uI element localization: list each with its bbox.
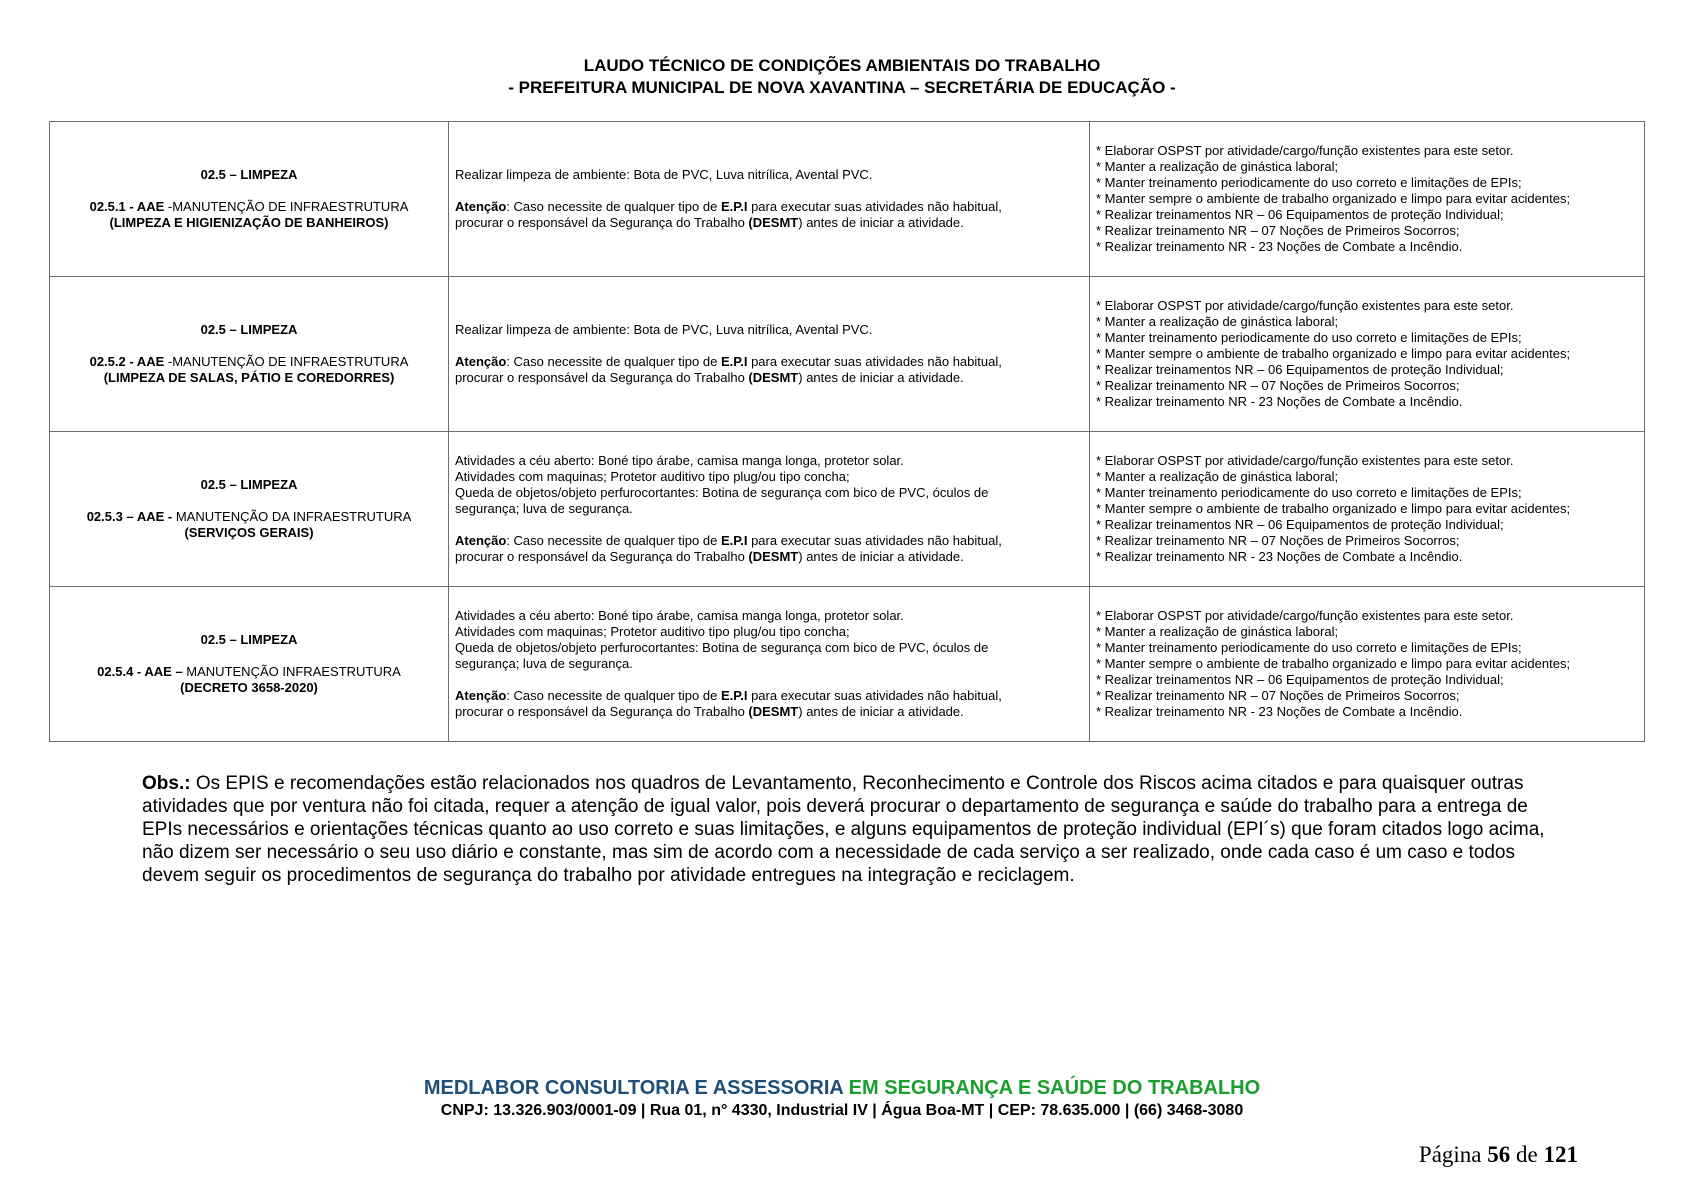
attention-text: procurar o responsável da Segurança do Trabalho — [455, 704, 749, 719]
row-identification — [50, 432, 449, 587]
row-recommendations — [1090, 432, 1645, 587]
activity-code: 02.5.3 – AAE - — [86, 509, 176, 524]
page-label: Página — [1418, 1142, 1488, 1167]
epi-line: Atividades com maquinas; Protetor auditivo tipo plug/ou tipo concha; — [455, 469, 850, 484]
attention-label: tenção — [464, 199, 507, 214]
attention-line-1 — [455, 533, 1083, 549]
table-row — [50, 587, 1645, 742]
epi-line: Atividades a céu aberto: Boné tipo árabe, camisa manga longa, protetor solar. — [455, 453, 904, 468]
recommendation-item: * Manter a realização de ginástica laboral; — [1096, 314, 1339, 329]
attention-desmt: (DESMT — [748, 215, 799, 230]
epi-table-body — [50, 122, 1645, 742]
attention-text: : Caso necessite de qualquer tipo de — [506, 199, 721, 214]
header-title: LAUDO TÉCNICO DE CONDIÇÕES AMBIENTAIS DO TRABALHO — [583, 56, 1101, 75]
attention-line-2 — [455, 549, 1083, 565]
footer-company-tagline: EM SEGURANÇA E SAÚDE DO TRABALHO — [848, 1077, 1261, 1099]
activity-sub: (DECRETO 3658-2020) — [180, 680, 318, 695]
attention-text: procurar o responsável da Segurança do Trabalho — [455, 215, 749, 230]
activity-code: 02.5.1 - AAE — [89, 199, 168, 214]
epi-line: Atividades com maquinas; Protetor auditivo tipo plug/ou tipo concha; — [455, 624, 850, 639]
activity-desc: MANUTENÇÃO INFRAESTRUTURA — [186, 664, 401, 679]
attention-text: para executar suas atividades não habitual, — [747, 199, 1002, 214]
section-title: 02.5 – LIMPEZA — [200, 322, 298, 337]
attention-epi: E.P.I — [720, 354, 748, 369]
section-title: 02.5 – LIMPEZA — [200, 477, 298, 492]
attention-line-1 — [455, 354, 1083, 370]
attention-text: ) antes de iniciar a atividade. — [798, 370, 964, 385]
row-epi — [449, 432, 1090, 587]
epi-line: Queda de objetos/objeto perfurocortantes: Botina de segurança com bico de PVC, óculos de — [455, 640, 989, 655]
epi-line: Realizar limpeza de ambiente: Bota de PVC, Luva nitrílica, Avental PVC. — [455, 167, 873, 182]
obs-text: Os EPIS e recomendações estão relacionados nos quadros de Levantamento, Reconhecimento e Controle dos Riscos acima citados e para quaisquer outras atividades que por ventura não foi citada, requer a atenção de igual valor, pois deverá procurar o departamento de segurança e saúde do trabalho para a entrega de EPIs necessários e orientações técnicas quanto ao uso correto e suas limitações, e alguns equipamentos de proteção individual (EPI´s) que foram citados logo acima, não dizem ser necessário o seu uso diário e constante, mas sim de acordo com a necessidade de cada serviço a ser realizado, onde cada caso é um caso e todos devem seguir os procedimentos de segurança do trabalho por atividade entregues na integração e reciclagem. — [142, 773, 1545, 886]
activity-desc: -MANUTENÇÃO DE INFRAESTRUTURA — [167, 199, 409, 214]
section-title: 02.5 – LIMPEZA — [200, 632, 298, 647]
recommendation-item: * Manter treinamento periodicamente do uso correto e limitações de EPIs; — [1096, 330, 1522, 345]
attention-a: A — [455, 199, 465, 214]
recommendation-item: * Manter a realização de ginástica laboral; — [1096, 469, 1339, 484]
spacer — [455, 517, 1083, 533]
recommendation-item: * Manter sempre o ambiente de trabalho organizado e limpo para evitar acidentes; — [1096, 656, 1571, 671]
document-header — [0, 55, 1684, 99]
attention-label: tenção — [464, 354, 507, 369]
row-identification — [50, 277, 449, 432]
attention-label: tenção — [464, 533, 507, 548]
recommendation-item: * Manter sempre o ambiente de trabalho organizado e limpo para evitar acidentes; — [1096, 346, 1571, 361]
attention-epi: E.P.I — [720, 199, 748, 214]
activity-code: 02.5.2 - AAE — [89, 354, 168, 369]
page-sep: de — [1510, 1142, 1544, 1167]
epi-line: Queda de objetos/objeto perfurocortantes: Botina de segurança com bico de PVC, óculos de — [455, 485, 989, 500]
section-title: 02.5 – LIMPEZA — [200, 167, 298, 182]
recommendation-item: * Realizar treinamento NR - 23 Noções de Combate a Incêndio. — [1096, 239, 1463, 254]
observation-paragraph — [142, 772, 1554, 887]
attention-a: A — [455, 533, 465, 548]
recommendation-item: * Realizar treinamento NR – 07 Noções de Primeiros Socorros; — [1096, 533, 1460, 548]
recommendation-item: * Elaborar OSPST por atividade/cargo/função existentes para este setor. — [1096, 453, 1514, 468]
row-epi — [449, 122, 1090, 277]
recommendation-item: * Realizar treinamento NR – 07 Noções de Primeiros Socorros; — [1096, 378, 1460, 393]
recommendation-item: * Realizar treinamento NR - 23 Noções de Combate a Incêndio. — [1096, 394, 1463, 409]
attention-line-2 — [455, 370, 1083, 386]
activity-line — [56, 199, 442, 215]
recommendation-item: * Manter a realização de ginástica laboral; — [1096, 159, 1339, 174]
attention-line-2 — [455, 215, 1083, 231]
table-row — [50, 432, 1645, 587]
row-identification — [50, 122, 449, 277]
attention-epi: E.P.I — [720, 688, 748, 703]
recommendation-item: * Manter sempre o ambiente de trabalho organizado e limpo para evitar acidentes; — [1096, 501, 1571, 516]
recommendation-item: * Manter a realização de ginástica laboral; — [1096, 624, 1339, 639]
attention-text: para executar suas atividades não habitual, — [747, 688, 1002, 703]
obs-label: Obs.: — [142, 773, 191, 794]
table-row — [50, 122, 1645, 277]
recommendation-item: * Realizar treinamento NR – 07 Noções de Primeiros Socorros; — [1096, 223, 1460, 238]
footer-company — [0, 1076, 1684, 1100]
recommendation-item: * Manter treinamento periodicamente do uso correto e limitações de EPIs; — [1096, 640, 1522, 655]
recommendation-item: * Realizar treinamento NR - 23 Noções de Combate a Incêndio. — [1096, 704, 1463, 719]
activity-line — [56, 664, 442, 680]
recommendation-item: * Manter treinamento periodicamente do uso correto e limitações de EPIs; — [1096, 485, 1522, 500]
attention-text: : Caso necessite de qualquer tipo de — [506, 688, 721, 703]
attention-text: procurar o responsável da Segurança do Trabalho — [455, 549, 749, 564]
recommendation-item: * Realizar treinamentos NR – 06 Equipamentos de proteção Individual; — [1096, 207, 1504, 222]
attention-a: A — [455, 688, 465, 703]
recommendation-item: * Manter treinamento periodicamente do uso correto e limitações de EPIs; — [1096, 175, 1522, 190]
recommendation-item: * Elaborar OSPST por atividade/cargo/função existentes para este setor. — [1096, 143, 1514, 158]
spacer — [455, 183, 1083, 199]
activity-line — [56, 509, 442, 525]
header-subtitle: - PREFEITURA MUNICIPAL DE NOVA XAVANTINA – SECRETÁRIA DE EDUCAÇÃO - — [508, 78, 1176, 97]
attention-label: tenção — [464, 688, 507, 703]
epi-line: segurança; luva de segurança. — [455, 656, 633, 671]
attention-text: procurar o responsável da Segurança do Trabalho — [455, 370, 749, 385]
row-recommendations — [1090, 122, 1645, 277]
attention-epi: E.P.I — [720, 533, 748, 548]
attention-desmt: (DESMT — [748, 370, 799, 385]
activity-sub: (LIMPEZA E HIGIENIZAÇÃO DE BANHEIROS) — [109, 215, 389, 230]
attention-line-1 — [455, 688, 1083, 704]
epi-line: Atividades a céu aberto: Boné tipo árabe, camisa manga longa, protetor solar. — [455, 608, 904, 623]
page-total: 121 — [1543, 1142, 1578, 1167]
attention-text: para executar suas atividades não habitual, — [747, 354, 1002, 369]
footer-address: CNPJ: 13.326.903/0001-09 | Rua 01, n° 4330, Industrial IV | Água Boa-MT | CEP: 78.635.000 | (66) 3468-3080 — [440, 1102, 1244, 1119]
epi-line: Realizar limpeza de ambiente: Bota de PVC, Luva nitrílica, Avental PVC. — [455, 322, 873, 337]
attention-text: : Caso necessite de qualquer tipo de — [506, 354, 721, 369]
row-epi — [449, 587, 1090, 742]
document-footer — [0, 1076, 1684, 1122]
activity-code: 02.5.4 - AAE – — [97, 664, 187, 679]
activity-desc: MANUTENÇÃO DA INFRAESTRUTURA — [175, 509, 412, 524]
recommendation-item: * Realizar treinamento NR – 07 Noções de Primeiros Socorros; — [1096, 688, 1460, 703]
row-epi — [449, 277, 1090, 432]
activity-line — [56, 354, 442, 370]
recommendation-item: * Realizar treinamentos NR – 06 Equipamentos de proteção Individual; — [1096, 672, 1504, 687]
activity-sub: (SERVIÇOS GERAIS) — [184, 525, 314, 540]
spacer — [455, 338, 1083, 354]
recommendation-item: * Realizar treinamentos NR – 06 Equipamentos de proteção Individual; — [1096, 362, 1504, 377]
row-recommendations — [1090, 587, 1645, 742]
activity-desc: -MANUTENÇÃO DE INFRAESTRUTURA — [167, 354, 409, 369]
epi-line: segurança; luva de segurança. — [455, 501, 633, 516]
recommendation-item: * Elaborar OSPST por atividade/cargo/função existentes para este setor. — [1096, 298, 1514, 313]
page-number — [1419, 1142, 1578, 1168]
footer-company-name: MEDLABOR CONSULTORIA E ASSESSORIA — [423, 1077, 849, 1099]
attention-text: para executar suas atividades não habitual, — [747, 533, 1002, 548]
recommendation-item: * Elaborar OSPST por atividade/cargo/função existentes para este setor. — [1096, 608, 1514, 623]
epi-table — [49, 121, 1645, 742]
row-identification — [50, 587, 449, 742]
attention-desmt: (DESMT — [748, 549, 799, 564]
attention-text: : Caso necessite de qualquer tipo de — [506, 533, 721, 548]
attention-a: A — [455, 354, 465, 369]
recommendation-item: * Realizar treinamento NR - 23 Noções de Combate a Incêndio. — [1096, 549, 1463, 564]
row-recommendations — [1090, 277, 1645, 432]
page-current: 56 — [1487, 1142, 1511, 1167]
attention-text: ) antes de iniciar a atividade. — [798, 549, 964, 564]
recommendation-item: * Manter sempre o ambiente de trabalho organizado e limpo para evitar acidentes; — [1096, 191, 1571, 206]
attention-text: ) antes de iniciar a atividade. — [798, 704, 964, 719]
recommendation-item: * Realizar treinamentos NR – 06 Equipamentos de proteção Individual; — [1096, 517, 1504, 532]
attention-desmt: (DESMT — [748, 704, 799, 719]
attention-text: ) antes de iniciar a atividade. — [798, 215, 964, 230]
attention-line-1 — [455, 199, 1083, 215]
spacer — [455, 672, 1083, 688]
table-row — [50, 277, 1645, 432]
activity-sub: (LIMPEZA DE SALAS, PÁTIO E COREDORRES) — [103, 370, 395, 385]
attention-line-2 — [455, 704, 1083, 720]
